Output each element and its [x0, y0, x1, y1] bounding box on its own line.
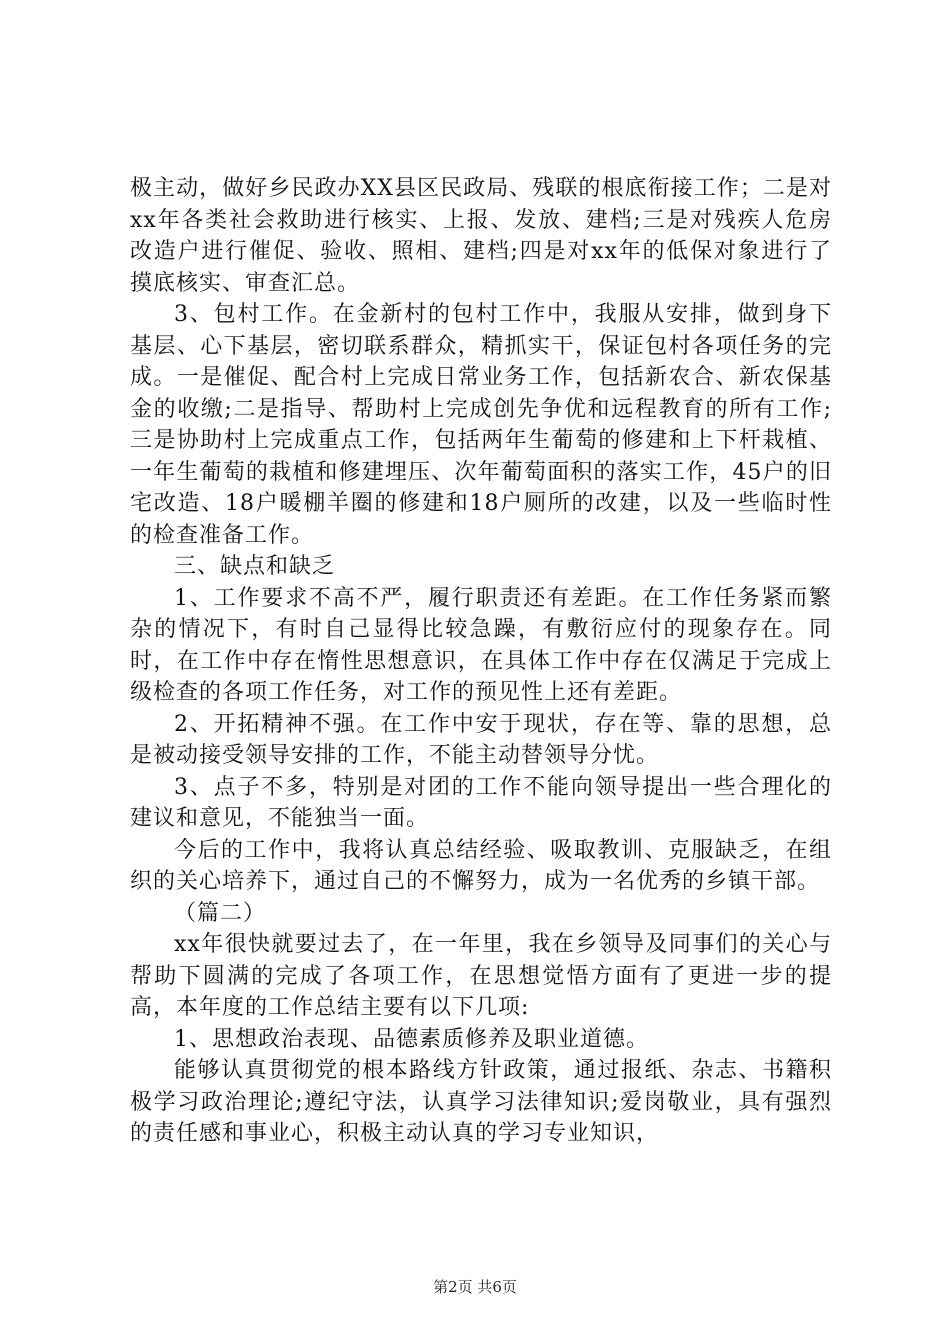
paragraph-year-summary: xx年很快就要过去了，在一年里，我在乡领导及同事们的关心与帮助下圆满的完成了各项工作，在思想觉悟方面有了更进一步的提高，本年度的工作总结主要有以下几项:	[130, 932, 832, 1020]
paragraph-shortcoming-1: 1、工作要求不高不严，履行职责还有差距。在工作任务紧而繁杂的情况下，有时自己显得比较急躁，有敷衍应付的现象存在。同时，在工作中存在惰性思想意识，在具体工作中存在仅满足于完成上级检查的各项工作任务，对工作的预见性上还有差距。	[130, 585, 832, 705]
document-body	[130, 173, 832, 1150]
paragraph-political-study: 能够认真贯彻党的根本路线方针政策，通过报纸、杂志、书籍积极学习政治理论;遵纪守法，认真学习法律知识;爱岗敬业，具有强烈的责任感和事业心，积极主动认真的学习专业知识，	[130, 1058, 832, 1146]
paragraph-shortcoming-2: 2、开拓精神不强。在工作中安于现状，存在等、靠的思想，总是被动接受领导安排的工作，不能主动替领导分忧。	[130, 711, 832, 768]
paragraph-continuation: 极主动，做好乡民政办XX县区民政局、残联的根底衔接工作；二是对xx年各类社会救助进行核实、上报、发放、建档;三是对残疾人危房改造户进行催促、验收、照相、建档;四是对xx年的低保对象进行了摸底核实、审查汇总。	[130, 176, 832, 296]
paragraph-village-work: 3、包村工作。在金新村的包村工作中，我服从安排，做到身下基层、心下基层，密切联系群众，精抓实干，保证包村各项任务的完成。一是催促、配合村上完成日常业务工作，包括新农合、新农保基金的收缴;二是指导、帮助村上完成创先争优和远程教育的所有工作;三是协助村上完成重点工作，包括两年生葡萄的修建和上下杆栽植、一年生葡萄的栽植和修建埋压、次年葡萄面积的落实工作，45户的旧宅改造、18户暖棚羊圈的修建和18户厕所的改建，以及一些临时性的检查准备工作。	[130, 302, 832, 548]
section-heading-part-two: （篇二）	[174, 900, 267, 926]
paragraph-shortcoming-3: 3、点子不多，特别是对团的工作不能向领导提出一些合理化的建议和意见，不能独当一面。	[130, 774, 832, 831]
paragraph-future-work: 今后的工作中，我将认真总结经验、吸取教训、克服缺乏，在组织的关心培养下，通过自己的不懈努力，成为一名优秀的乡镇干部。	[130, 837, 832, 894]
paragraph-item-1-heading: 1、思想政治表现、品德素质修养及职业道德。	[174, 1026, 649, 1052]
page-number-footer: 第2页 共6页	[433, 1278, 517, 1296]
section-heading-shortcomings: 三、缺点和缺乏	[174, 554, 336, 579]
